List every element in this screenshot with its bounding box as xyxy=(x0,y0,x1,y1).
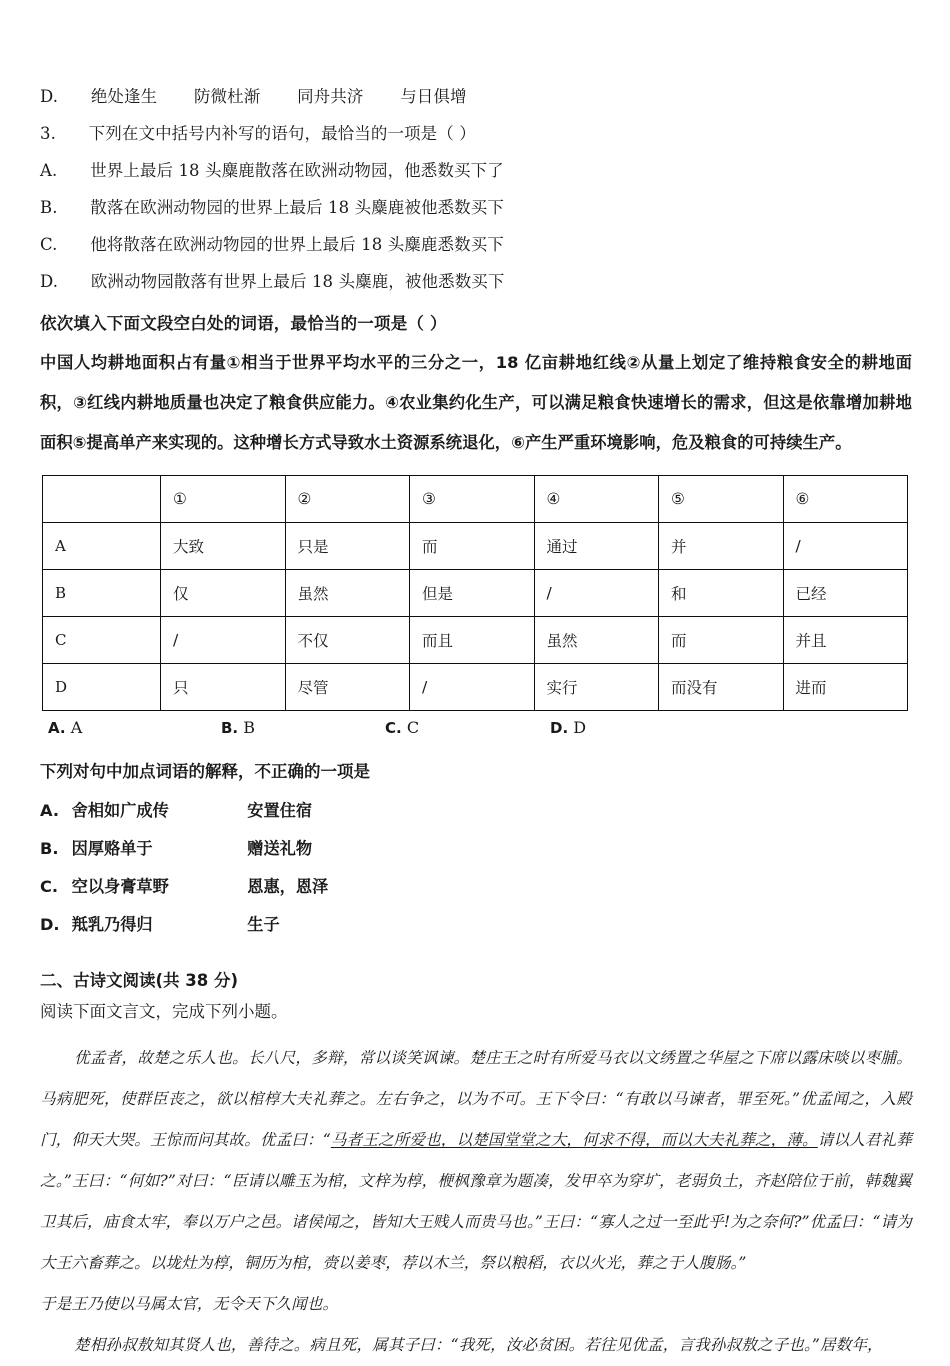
question-number: 3. xyxy=(40,124,56,143)
row-key-c: C xyxy=(43,617,161,664)
option-letter: B. xyxy=(221,719,239,737)
cell-c-2: 不仅 xyxy=(285,617,410,664)
table-header-row xyxy=(43,476,908,523)
cell-b-5: 和 xyxy=(659,570,784,617)
cell-a-2: 只是 xyxy=(285,523,410,570)
prev-question-option-d xyxy=(40,78,910,115)
cell-d-5: 而没有 xyxy=(659,664,784,711)
cell-d-1: 只 xyxy=(161,664,286,711)
fill-question-answer-row xyxy=(40,718,910,748)
question-3-option-b xyxy=(40,189,910,226)
option-gloss: 安置住宿 xyxy=(247,801,313,820)
table-col-2: ② xyxy=(285,476,410,523)
explain-question-stem: 下列对句中加点词语的解释，不正确的一项是 xyxy=(40,762,370,781)
cell-d-4: 实行 xyxy=(534,664,659,711)
table-row xyxy=(43,570,908,617)
option-gloss: 生子 xyxy=(247,915,280,934)
cell-b-3: 但是 xyxy=(410,570,535,617)
cell-b-1: 仅 xyxy=(161,570,286,617)
table-row xyxy=(43,664,908,711)
option-value: A xyxy=(70,718,83,737)
passage-segment: 请以人君礼葬之。”王曰：“何如?”对曰：“臣请以雕玉为棺，文梓为椁，楩枫豫章为题凑，发甲卒为穿圹，老弱负土，齐赵陪位于前，韩魏翼卫其后，庙食太牢，奉以万户之邑。诸侯闻之，皆知大王贱人而贵马也。”王曰：“寡人之过一至此乎!为之奈何?”优孟曰：“请为大王六畜葬之。以垅灶为椁，铜历为棺，赍以姜枣，荐以木兰，祭以粮稻，衣以火光，葬之于人腹肠。” xyxy=(40,1131,912,1272)
cell-d-3: / xyxy=(410,664,535,711)
answer-option-a xyxy=(48,718,82,737)
passage-underlined-segment: 马者王之所爱也，以楚国堂堂之大，何求不得，而以大夫礼葬之，薄。 xyxy=(330,1131,818,1149)
cell-c-1: / xyxy=(161,617,286,664)
table-col-3: ③ xyxy=(410,476,535,523)
section-two-heading: 二、古诗文阅读(共 38 分) xyxy=(40,971,239,990)
term-rest: 乃得归 xyxy=(104,915,153,934)
passage-segment: 楚相孙叔敖知其贤人也，善待之。病且死，属其子曰：“我死，汝必贫困。若往见优孟，言我孙叔敖之子也。”居数年， xyxy=(74,1336,883,1354)
row-key-b: B xyxy=(43,570,161,617)
option-letter: D. xyxy=(40,915,60,934)
option-letter: D. xyxy=(40,272,59,291)
cell-d-2: 尽管 xyxy=(285,664,410,711)
option-letter: D. xyxy=(40,87,59,106)
emphasis-char: 舍 xyxy=(71,801,88,820)
section-two-instruction: 阅读下面文言文，完成下列小题。 xyxy=(40,1002,288,1021)
cell-c-6: 并且 xyxy=(783,617,908,664)
cell-a-4: 通过 xyxy=(534,523,659,570)
answer-option-c xyxy=(385,718,419,737)
cell-b-4: / xyxy=(534,570,659,617)
option-letter: B. xyxy=(40,198,58,217)
option-letter: D. xyxy=(550,719,569,737)
fill-question-prompt: 依次填入下面文段空白处的词语，最恰当的一项是（ ） xyxy=(40,314,447,333)
option-term xyxy=(72,792,242,830)
term-lead: 因厚 xyxy=(71,839,105,858)
cell-c-3: 而且 xyxy=(410,617,535,664)
table-col-1: ① xyxy=(161,476,286,523)
answer-option-d xyxy=(550,718,586,737)
option-gloss: 恩惠，恩泽 xyxy=(247,877,329,896)
option-letter: A. xyxy=(40,801,59,820)
cell-d-6: 进而 xyxy=(783,664,908,711)
idiom-2: 防微杜渐 xyxy=(193,87,261,106)
cell-a-3: 而 xyxy=(410,523,535,570)
cell-c-4: 虽然 xyxy=(534,617,659,664)
emphasis-char: 膏草野 xyxy=(120,877,169,896)
option-letter: A. xyxy=(48,719,66,737)
cell-c-5: 而 xyxy=(659,617,784,664)
idiom-3: 同舟共济 xyxy=(297,87,364,106)
table-col-5: ⑤ xyxy=(659,476,784,523)
option-text: 世界上最后 18 头麋鹿散落在欧洲动物园，他悉数买下了 xyxy=(90,161,504,180)
option-letter: B. xyxy=(40,839,59,858)
table-col-6: ⑥ xyxy=(783,476,908,523)
table-row xyxy=(43,617,908,664)
option-text: 欧洲动物园散落有世界上最后 18 头麋鹿，被他悉数买下 xyxy=(90,272,505,291)
passage-paragraph-1 xyxy=(40,1038,912,1284)
option-letter: C. xyxy=(385,719,402,737)
explain-option-c xyxy=(40,868,910,906)
table-row xyxy=(43,523,908,570)
option-letter: A. xyxy=(40,161,58,180)
cell-b-2: 虽然 xyxy=(285,570,410,617)
option-term xyxy=(72,868,242,906)
option-letter: C. xyxy=(40,235,58,254)
cell-a-1: 大致 xyxy=(161,523,286,570)
fill-question-paragraph: 中国人均耕地面积占有量①相当于世界平均水平的三分之一，18 亿亩耕地红线②从量上划定了维持粮食安全的耕地面积，③红线内耕地质量也决定了粮食供应能力。④农业集约化生产，可以满足粮食快速增长的需求，但这是依靠增加耕地面积⑤提高单产来实现的。这种增长方式导致水土资源系统退化，⑥产生严重环境影响，危及粮食的可持续生产。 xyxy=(40,353,912,452)
answer-option-b xyxy=(221,718,255,737)
cell-b-6: 已经 xyxy=(783,570,908,617)
option-text: 散落在欧洲动物园的世界上最后 18 头麋鹿被他悉数买下 xyxy=(90,198,504,217)
classical-passage xyxy=(40,1038,910,1366)
option-text: 他将散落在欧洲动物园的世界上最后 18 头麋鹿悉数买下 xyxy=(90,235,504,254)
explain-option-a xyxy=(40,792,910,830)
option-letter: C. xyxy=(40,877,59,896)
question-3-option-c xyxy=(40,226,910,263)
explain-option-b xyxy=(40,830,910,868)
passage-paragraph-3 xyxy=(40,1325,912,1366)
table-corner-cell xyxy=(43,476,161,523)
question-text: 下列在文中括号内补写的语句，最恰当的一项是（ ） xyxy=(88,124,476,143)
row-key-a: A xyxy=(43,523,161,570)
emphasis-char: 赂单于 xyxy=(104,839,153,858)
question-3-option-a xyxy=(40,152,910,189)
option-value: B xyxy=(243,718,255,737)
word-choice-table xyxy=(42,475,908,711)
passage-segment: 于是王乃使以马属太官，无令天下久闻也。 xyxy=(40,1295,339,1313)
question-3-option-d xyxy=(40,263,910,300)
option-value: D xyxy=(573,718,587,737)
passage-paragraph-2 xyxy=(40,1284,912,1325)
idiom-1: 绝处逢生 xyxy=(90,87,158,106)
cell-a-6: / xyxy=(783,523,908,570)
option-value: C xyxy=(406,718,420,737)
emphasis-char: 羝乳 xyxy=(71,915,105,934)
option-term xyxy=(72,830,242,868)
question-3-stem xyxy=(40,115,910,152)
idiom-4: 与日俱增 xyxy=(400,87,467,106)
table-col-4: ④ xyxy=(534,476,659,523)
row-key-d: D xyxy=(43,664,161,711)
option-term xyxy=(72,906,242,944)
cell-a-5: 并 xyxy=(659,523,784,570)
explain-option-d xyxy=(40,906,910,944)
passage-segment: 优孟者，故楚之乐人也。长八尺，多辩，常以谈笑讽谏。楚庄王之时有所爱马衣以文绣置之华屋之下席以露床啖以枣脯。马病肥死，使群臣丧之，欲以棺椁大夫礼葬之。左右争之，以为不可。王下令曰：“有敢以马谏者，罪至死。”优孟闻之，入殿门，仰天大哭。王惊而问其故。优孟曰：“ xyxy=(40,1049,912,1149)
term-rest: 相如广成传 xyxy=(87,801,169,820)
term-lead: 空以身 xyxy=(71,877,121,896)
option-gloss: 赠送礼物 xyxy=(247,839,313,858)
